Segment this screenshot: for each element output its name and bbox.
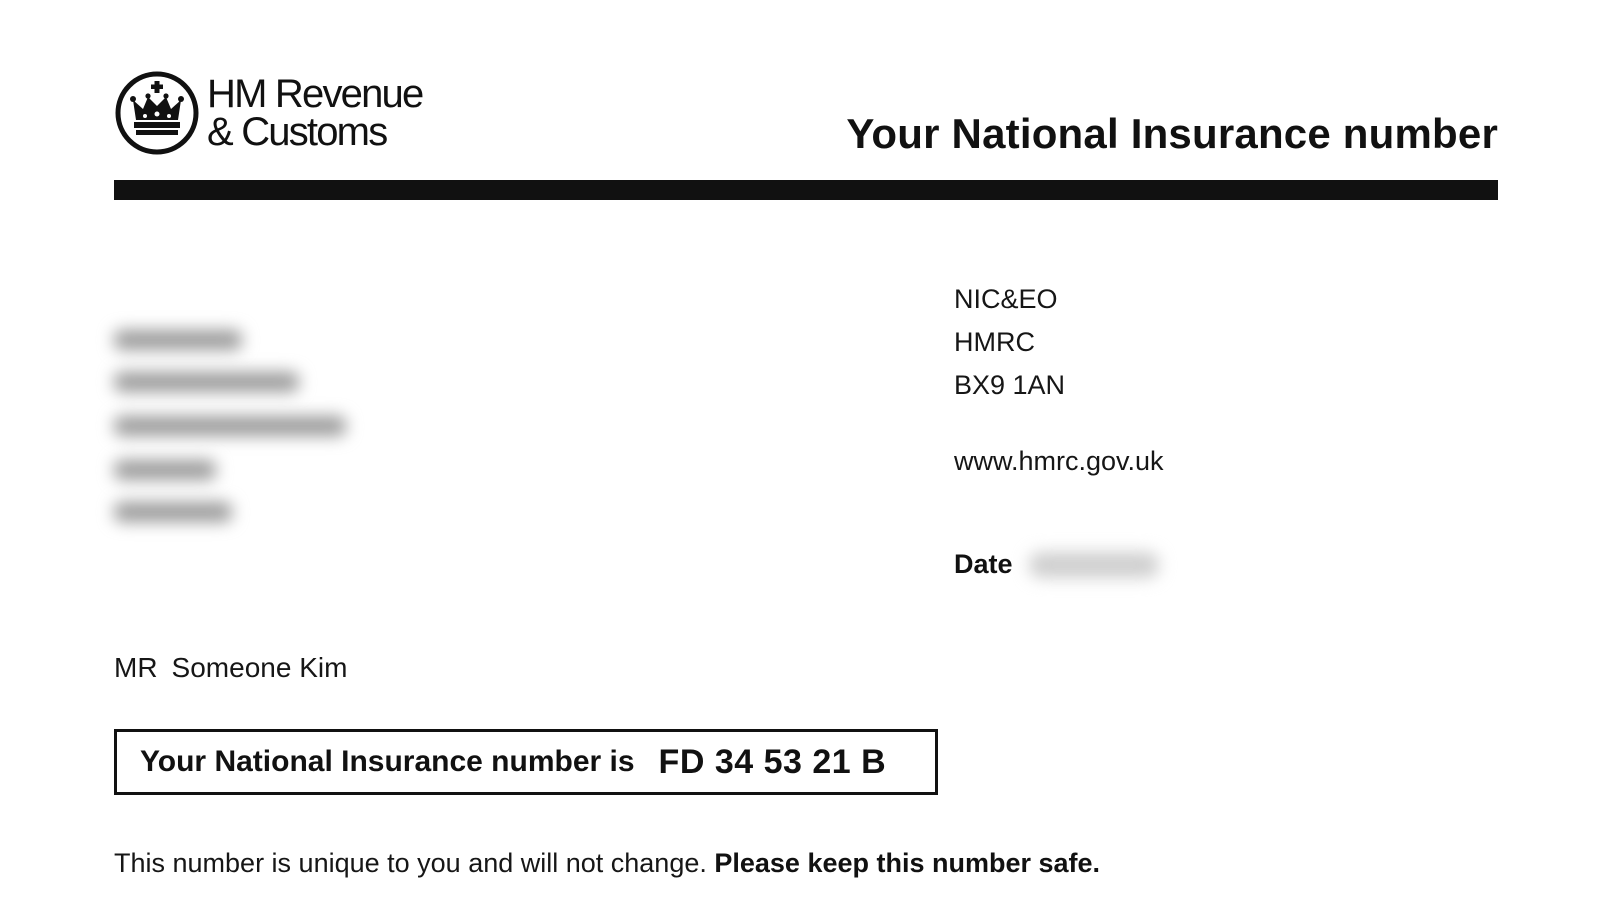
redacted-line bbox=[114, 372, 299, 392]
addressee-name bbox=[114, 652, 347, 684]
footer-note-emphasis: Please keep this number safe. bbox=[714, 848, 1101, 878]
logo-wordmark bbox=[207, 72, 423, 154]
sender-postcode: BX9 1AN bbox=[954, 370, 1066, 400]
date-label: Date bbox=[954, 549, 1013, 579]
header-rule bbox=[114, 180, 1498, 200]
redacted-line bbox=[114, 330, 242, 350]
redacted-line bbox=[114, 416, 346, 436]
logo-line-2: & Customs bbox=[207, 110, 387, 154]
sender-line-2: HMRC bbox=[954, 327, 1035, 357]
ni-number-value: FD 34 53 21 B bbox=[658, 742, 887, 781]
royal-crest-icon bbox=[114, 70, 200, 156]
redacted-line bbox=[114, 502, 232, 522]
sender-line-1: NIC&EO bbox=[954, 284, 1058, 314]
addressee-title: MR bbox=[114, 652, 158, 683]
addressee-full-name: Someone Kim bbox=[171, 652, 348, 683]
redacted-line bbox=[114, 460, 216, 480]
sender-address bbox=[954, 278, 1065, 407]
redacted-recipient-address bbox=[114, 320, 374, 540]
date-row bbox=[954, 549, 1159, 580]
ni-number-label: Your National Insurance number is bbox=[140, 745, 635, 778]
ni-number-box bbox=[114, 729, 938, 795]
hmrc-logo bbox=[114, 70, 422, 156]
footer-note-text: This number is unique to you and will not change. bbox=[114, 848, 707, 878]
redacted-date bbox=[1029, 552, 1159, 578]
website-link[interactable]: www.hmrc.gov.uk bbox=[954, 446, 1164, 476]
footer-note bbox=[114, 848, 1100, 879]
document-title: Your National Insurance number bbox=[846, 110, 1498, 157]
logo-line-1: HM Revenue bbox=[207, 72, 423, 116]
